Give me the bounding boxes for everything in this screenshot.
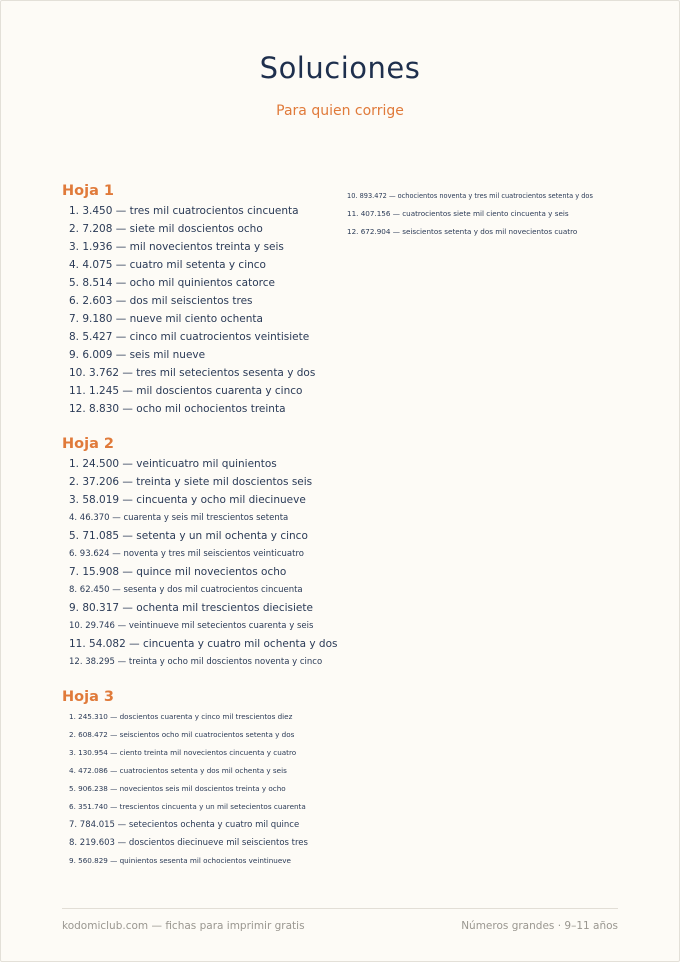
answer-item: 7. 15.908 — quince mil novecientos ocho	[69, 566, 287, 578]
answer-item: 11. 1.245 — mil doscientos cuarenta y cinco	[69, 385, 303, 397]
answer-item: 5. 8.514 — ocho mil quinientos catorce	[69, 277, 275, 289]
answer-item: 9. 80.317 — ochenta mil trescientos diecisiete	[69, 602, 313, 614]
answer-item: 8. 219.603 — doscientos diecinueve mil seiscientos tres	[69, 838, 308, 848]
answer-item: 12. 38.295 — treinta y ocho mil doscientos noventa y cinco	[69, 657, 323, 667]
answer-item: 7. 9.180 — nueve mil ciento ochenta	[69, 313, 263, 325]
answer-item: 9. 560.829 — quinientos sesenta mil ochocientos veintinueve	[69, 856, 291, 865]
answer-item: 2. 7.208 — siete mil doscientos ocho	[69, 223, 263, 235]
answer-item: 8. 62.450 — sesenta y dos mil cuatrocientos cincuenta	[69, 585, 303, 595]
sheet-1-title: Hoja 1	[62, 183, 114, 199]
answer-item: 2. 608.472 — seiscientos ocho mil cuatrocientos setenta y dos	[69, 730, 295, 739]
sheet-1-answers	[62, 202, 352, 418]
sheet-3-answers	[62, 708, 352, 870]
answer-item: 1. 24.500 — veinticuatro mil quinientos	[69, 458, 277, 470]
answer-item: 3. 1.936 — mil novecientos treinta y seis	[69, 241, 284, 253]
answer-item: 4. 4.075 — cuatro mil setenta y cinco	[69, 259, 266, 271]
sheet-3-title: Hoja 3	[62, 689, 114, 705]
answer-item: 4. 472.086 — cuatrocientos setenta y dos mil ochenta y seis	[69, 766, 287, 775]
footer-site-credit: kodomiclub.com — fichas para imprimir gratis	[62, 920, 305, 932]
sheet-3-answers-continued	[347, 187, 647, 241]
sheet-2-title: Hoja 2	[62, 436, 114, 452]
solutions-column-right	[347, 187, 647, 241]
sheet-2-answers	[62, 455, 352, 671]
answer-item: 5. 906.238 — novecientos seis mil doscientos treinta y ocho	[69, 784, 286, 793]
answer-item: 3. 130.954 — ciento treinta mil novecientos cincuenta y cuatro	[69, 748, 297, 757]
answer-item: 12. 672.904 — seiscientos setenta y dos mil novecientos cuatro	[347, 227, 578, 236]
answer-item: 1. 3.450 — tres mil cuatrocientos cincuenta	[69, 205, 299, 217]
answer-item: 6. 93.624 — noventa y tres mil seiscientos veinticuatro	[69, 549, 304, 559]
answer-item: 12. 8.830 — ocho mil ochocientos treinta	[69, 403, 286, 415]
answer-item: 11. 54.082 — cincuenta y cuatro mil ochenta y dos	[69, 638, 338, 650]
page-subtitle: Para quien corrige	[276, 103, 404, 119]
solutions-column-left	[62, 181, 352, 870]
answer-item: 6. 351.740 — trescientos cincuenta y un mil setecientos cuarenta	[69, 802, 306, 811]
answer-item: 5. 71.085 — setenta y un mil ochenta y cinco	[69, 530, 308, 542]
answer-item: 9. 6.009 — seis mil nueve	[69, 349, 206, 361]
answer-item: 1. 245.310 — doscientos cuarenta y cinco mil trescientos diez	[69, 712, 293, 721]
answer-item: 2. 37.206 — treinta y siete mil doscientos seis	[69, 476, 313, 488]
answer-item: 3. 58.019 — cincuenta y ocho mil diecinueve	[69, 494, 306, 506]
answer-item: 8. 5.427 — cinco mil cuatrocientos veintisiete	[69, 331, 310, 343]
answer-item: 11. 407.156 — cuatrocientos siete mil ciento cincuenta y seis	[347, 209, 569, 218]
answer-item: 10. 29.746 — veintinueve mil setecientos cuarenta y seis	[69, 621, 314, 631]
answer-item: 4. 46.370 — cuarenta y seis mil trescientos setenta	[69, 513, 289, 523]
footer-divider	[62, 908, 618, 909]
footer-topic-age: Números grandes · 9–11 años	[461, 920, 618, 932]
page-title: Soluciones	[259, 51, 421, 85]
answer-item: 6. 2.603 — dos mil seiscientos tres	[69, 295, 253, 307]
answer-item: 10. 3.762 — tres mil setecientos sesenta y dos	[69, 367, 316, 379]
answer-item: 10. 893.472 — ochocientos noventa y tres mil cuatrocientos setenta y dos	[347, 192, 593, 200]
answer-item: 7. 784.015 — setecientos ochenta y cuatro mil quince	[69, 820, 300, 830]
